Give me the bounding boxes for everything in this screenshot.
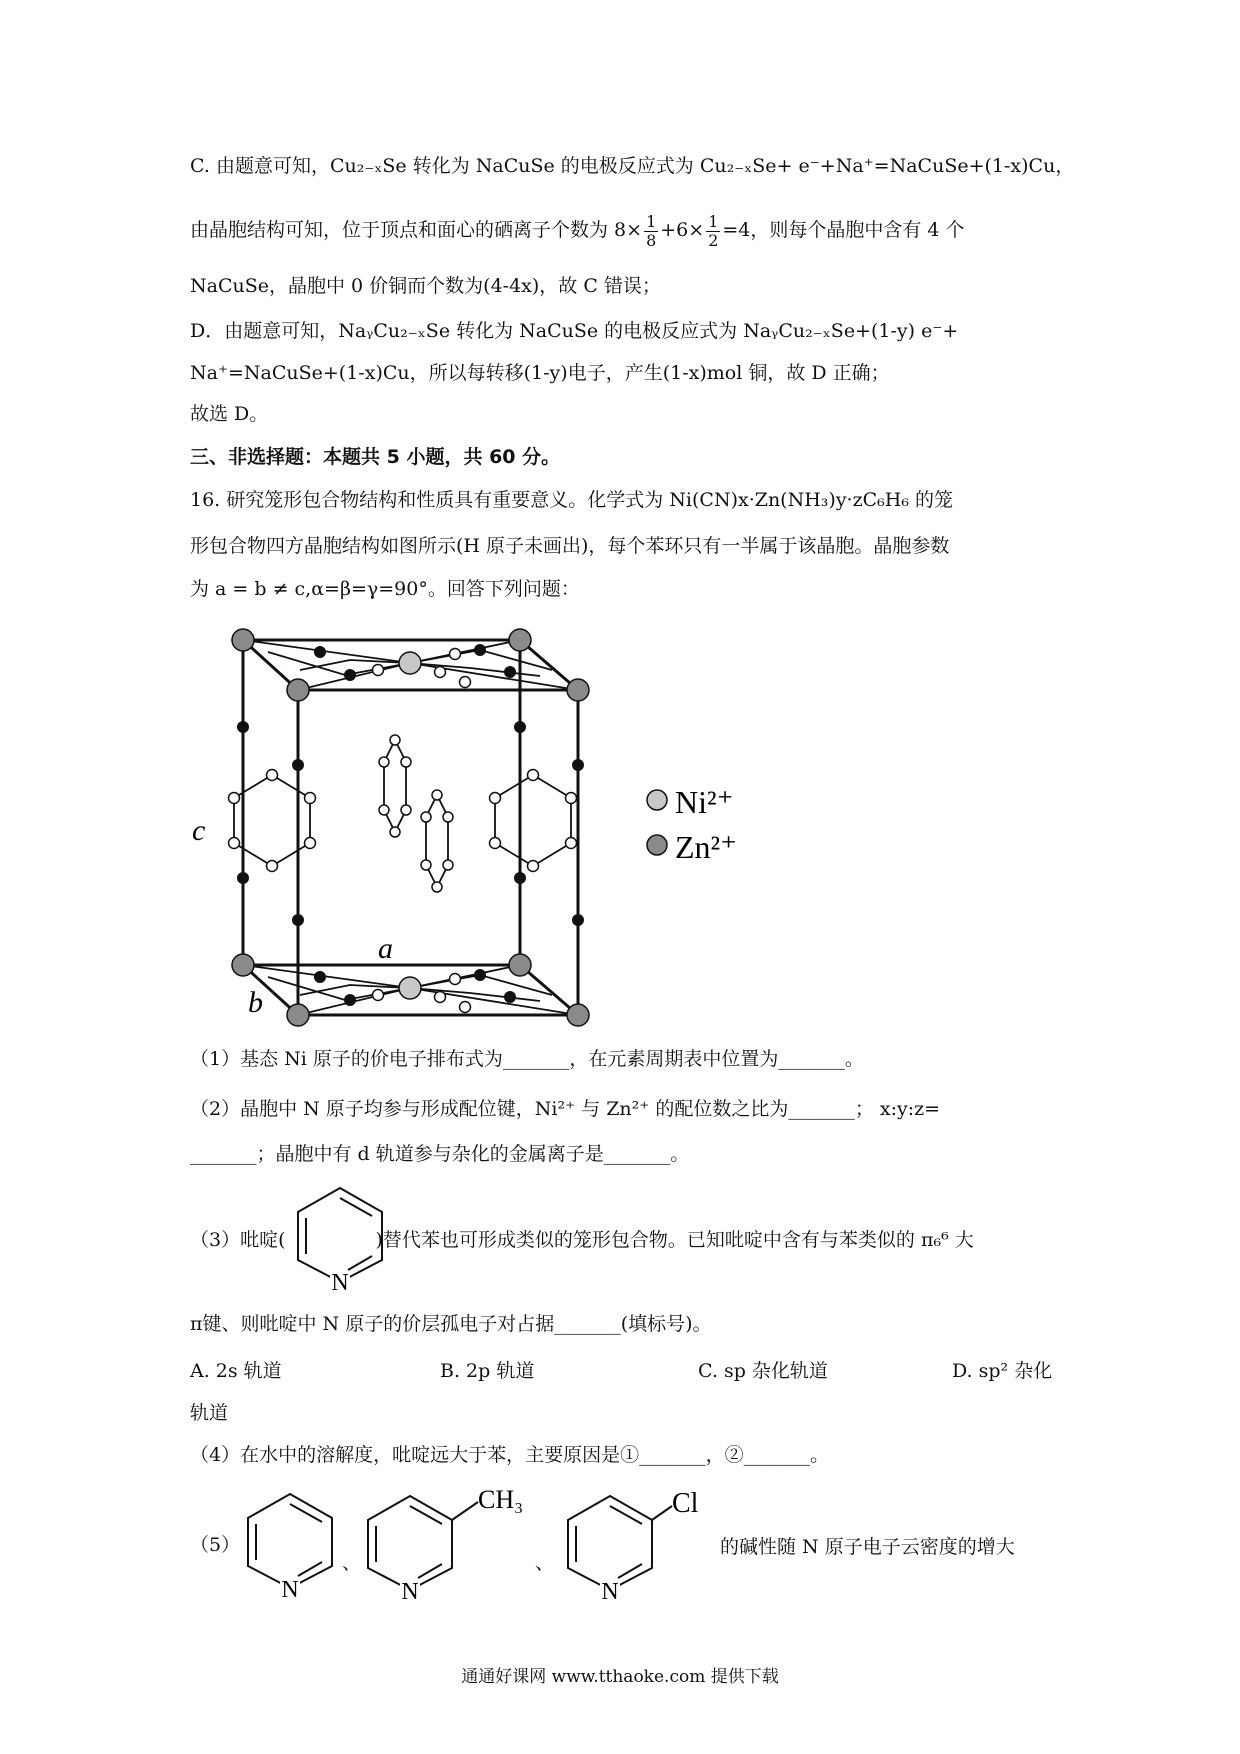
para-c-line-1: C. 由题意可知，Cu₂₋ₓSe 转化为 NaCuSe 的电极反应式为 Cu₂₋ₓSe+ e⁻+Na⁺=NaCuSe+(1-x)Cu， xyxy=(190,155,1075,177)
option-d: D. sp² 杂化 xyxy=(952,1360,1053,1382)
para-c-line-2c: =4，则每个晶胞中含有 4 个 xyxy=(722,219,965,241)
legend-ni-marker xyxy=(647,790,667,810)
para-d-line-3: 故选 D。 xyxy=(190,403,269,425)
option-c: C. sp 杂化轨道 xyxy=(698,1360,828,1382)
para-c-line-2 xyxy=(190,210,965,250)
pyridine-n-label-3: N xyxy=(601,1579,619,1602)
question-2-line-1: （2）晶胞中 N 原子均参与形成配位键，Ni²⁺ 与 Zn²⁺ 的配位数之比为_______； x:y:z= xyxy=(190,1098,941,1120)
q16-line-1: 16. 研究笼形包合物结构和性质具有重要意义。化学式为 Ni(CN)x·Zn(NH₃)y·zC₆H₆ 的笼 xyxy=(190,489,953,511)
question-1: （1）基态 Ni 原子的价电子排布式为_______，在元素周期表中位置为_______。 xyxy=(190,1048,864,1070)
cage-clathrate-unit-cell-figure xyxy=(180,620,760,1030)
chloro-group-label: Cl xyxy=(672,1488,699,1519)
3-methylpyridine-structure xyxy=(360,1480,560,1602)
pyridine-n-label: N xyxy=(331,1270,349,1292)
question-2-line-2: _______；晶胞中有 d 轨道参与杂化的金属离子是_______。 xyxy=(190,1143,690,1165)
pyridine-structure xyxy=(290,1182,390,1292)
q16-line-2: 形包合物四方晶胞结构如图所示(H 原子未画出)，每个苯环只有一半属于该晶胞。晶胞参数 xyxy=(190,535,950,557)
page-footer: 通通好课网 www.tthaoke.com 提供下载 xyxy=(461,1667,779,1687)
option-b: B. 2p 轨道 xyxy=(440,1360,535,1382)
legend-ni-label: Ni²⁺ xyxy=(675,784,734,820)
axis-label-a: a xyxy=(378,932,393,965)
section-title: 三、非选择题：本题共 5 小题，共 60 分。 xyxy=(190,446,561,468)
para-c-line-2b: +6× xyxy=(660,219,705,241)
axis-label-c: c xyxy=(192,814,206,847)
question-5-separator-1: 、 xyxy=(342,1552,362,1574)
pyridine-n-label-1: N xyxy=(281,1577,299,1600)
fraction-1-2: $\frac{1}{2}$ xyxy=(708,211,719,250)
methyl-group-label: CH₃ xyxy=(478,1485,524,1514)
question-3-line-2: π键、则吡啶中 N 原子的价层孤电子对占据_______(填标号)。 xyxy=(190,1313,712,1335)
question-5-separator-2: 、 xyxy=(535,1552,555,1574)
para-d-line-1: D．由题意可知，NaᵧCu₂₋ₓSe 转化为 NaCuSe 的电极反应式为 NaᵧCu₂₋ₓSe+(1-y) e⁻+ xyxy=(190,320,959,342)
question-5-suffix: 的碱性随 N 原子电子云密度的增大 xyxy=(720,1536,1015,1558)
axis-label-b: b xyxy=(248,986,263,1019)
pyridine-structure-q5 xyxy=(240,1488,340,1600)
para-d-line-2: Na⁺=NaCuSe+(1-x)Cu，所以每转移(1-y)电子，产生(1-x)mol 铜，故 D 正确； xyxy=(190,362,890,384)
para-c-line-2a: 由晶胞结构可知，位于顶点和面心的硒离子个数为 8× xyxy=(190,219,643,241)
legend-zn-label: Zn²⁺ xyxy=(675,829,738,865)
option-a: A. 2s 轨道 xyxy=(190,1360,282,1382)
3-chloropyridine-structure xyxy=(560,1480,720,1602)
question-3-prefix: （3）吡啶( xyxy=(190,1229,286,1251)
fraction-1-8: $\frac{1}{8}$ xyxy=(646,211,657,250)
pyridine-n-label-2: N xyxy=(401,1579,419,1602)
question-4: （4）在水中的溶解度，吡啶远大于苯，主要原因是①_______，②_______。 xyxy=(190,1444,830,1466)
option-d-continued: 轨道 xyxy=(190,1402,229,1424)
q16-line-3: 为 a = b ≠ c,α=β=γ=90°。回答下列问题： xyxy=(190,578,580,600)
legend-zn-marker xyxy=(647,835,667,855)
question-5-prefix: （5） xyxy=(190,1534,241,1556)
para-c-line-3: NaCuSe，晶胞中 0 价铜而个数为(4-4x)，故 C 错误； xyxy=(190,275,661,297)
question-3-suffix: )替代苯也可形成类似的笼形包合物。已知吡啶中含有与苯类似的 π₆⁶ 大 xyxy=(375,1229,974,1251)
